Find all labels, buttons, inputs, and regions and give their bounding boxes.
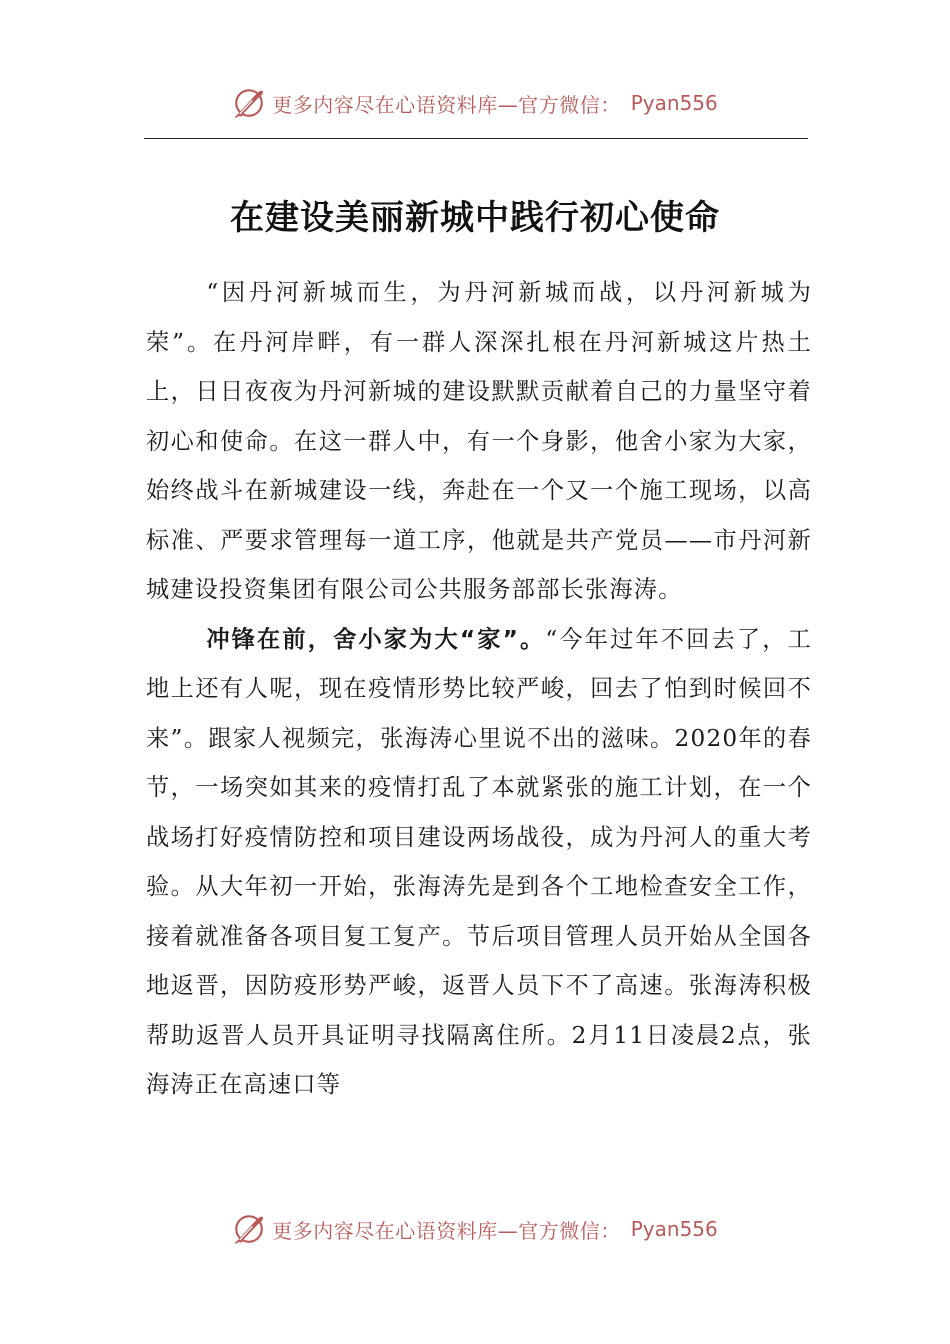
quill-pen-logo-icon (232, 86, 266, 120)
paragraph-2 (146, 615, 812, 1110)
document-title: 在建设美丽新城中践行初心使命 (230, 198, 720, 238)
document-body (146, 268, 812, 1110)
paragraph-lead: 冲锋在前，舍小家为大“家”。 (206, 625, 546, 653)
watermark-text: 更多内容尽在心语资料库—官方微信： (272, 92, 621, 117)
paragraph-1 (146, 268, 812, 615)
header-watermark (0, 86, 950, 120)
watermark-wechat-id: Pyan556 (630, 91, 718, 115)
watermark-text: 更多内容尽在心语资料库—官方微信： (272, 1218, 621, 1243)
footer-watermark (0, 1212, 950, 1246)
header-divider (144, 138, 808, 139)
paragraph-text: “因丹河新城而生，为丹河新城而战，以丹河新城为荣”。在丹河岸畔，有一群人深深扎根在丹河新城这片热土上，日日夜夜为丹河新城的建设默默贡献着自己的力量坚守着初心和使命。在这一群人中，有一个身影，他舍小家为大家，始终战斗在新城建设一线，奔赴在一个又一个施工现场，以高标准、严要求管理每一道工序，他就是共产党员——市丹河新城建设投资集团有限公司公共服务部部长张海涛。 (146, 279, 812, 603)
paragraph-text: “今年过年不回去了，工地上还有人呢，现在疫情形势比较严峻，回去了怕到时候回不来”。跟家人视频完，张海涛心里说不出的滋味。2020年的春节，一场突如其来的疫情打乱了本就紧张的施工计划，在一个战场打好疫情防控和项目建设两场战役，成为丹河人的重大考验。从大年初一开始，张海涛先是到各个工地检查安全工作，接着就准备各项目复工复产。节后项目管理人员开始从全国各地返晋，因防疫形势严峻，返晋人员下不了高速。张海涛积极帮助返晋人员开具证明寻找隔离住所。2月11日凌晨2点，张海涛正在高速口等 (146, 625, 812, 1098)
watermark-wechat-id: Pyan556 (630, 1217, 718, 1241)
quill-pen-logo-icon (232, 1212, 266, 1246)
